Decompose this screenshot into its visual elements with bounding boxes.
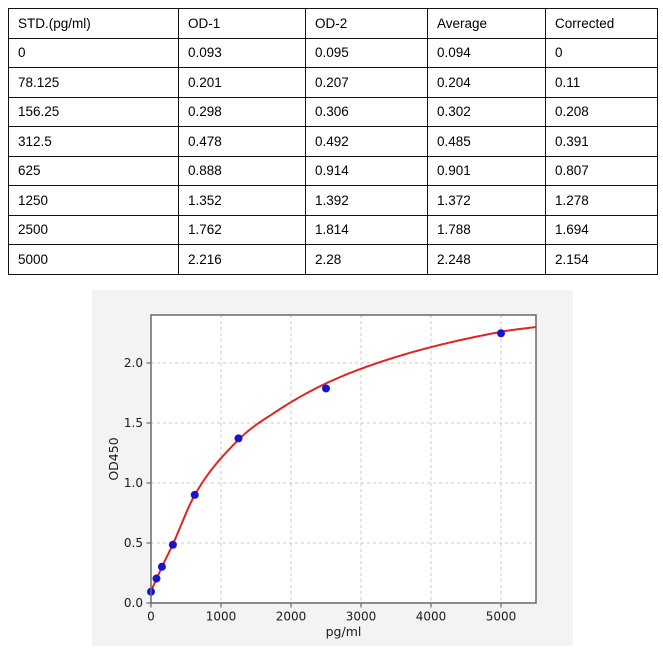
x-axis-tick-label: 0 xyxy=(147,609,155,624)
y-axis-tick-label: 2.0 xyxy=(123,356,143,370)
table-cell: 0.204 xyxy=(428,68,546,98)
standard-curve-chart xyxy=(92,290,573,646)
table-cell: 2.248 xyxy=(428,245,546,275)
standards-table xyxy=(8,8,658,275)
table-cell: 0.095 xyxy=(306,38,428,68)
table-cell: 0.306 xyxy=(306,97,428,127)
table-cell: 2.216 xyxy=(179,245,306,275)
table-cell: 1.392 xyxy=(306,186,428,216)
table-cell: 1.762 xyxy=(179,215,306,245)
table-cell: 1.352 xyxy=(179,186,306,216)
table-cell: 156.25 xyxy=(9,97,179,127)
table-row xyxy=(9,215,658,245)
y-axis-tick-label: 1.5 xyxy=(123,416,143,430)
table-row xyxy=(9,245,658,275)
data-point xyxy=(152,575,160,583)
table-header xyxy=(9,9,658,39)
data-point xyxy=(322,384,330,392)
table-row xyxy=(9,156,658,186)
table-cell: 78.125 xyxy=(9,68,179,98)
column-header: OD-2 xyxy=(306,9,428,39)
x-axis-label: pg/ml xyxy=(325,624,362,639)
table-cell: 0.914 xyxy=(306,156,428,186)
table-cell: 625 xyxy=(9,156,179,186)
table-cell: 0.888 xyxy=(179,156,306,186)
table-cell: 0.492 xyxy=(306,127,428,157)
table-cell: 0.485 xyxy=(428,127,546,157)
table-cell: 0 xyxy=(546,38,658,68)
table-cell: 0.201 xyxy=(179,68,306,98)
column-header: STD.(pg/ml) xyxy=(9,9,179,39)
table-cell: 1250 xyxy=(9,186,179,216)
table-body xyxy=(9,38,658,274)
standard-curve-figure xyxy=(92,290,573,646)
table-row xyxy=(9,186,658,216)
data-point xyxy=(235,434,243,442)
table-row xyxy=(9,97,658,127)
data-point xyxy=(169,541,177,549)
table-cell: 0.207 xyxy=(306,68,428,98)
table-row xyxy=(9,38,658,68)
table-cell: 2500 xyxy=(9,215,179,245)
table-cell: 0.391 xyxy=(546,127,658,157)
x-axis-tick-label: 2000 xyxy=(275,609,307,624)
column-header: Average xyxy=(428,9,546,39)
table-cell: 0.11 xyxy=(546,68,658,98)
table-cell: 0.208 xyxy=(546,97,658,127)
column-header: OD-1 xyxy=(179,9,306,39)
table-cell: 1.814 xyxy=(306,215,428,245)
table-cell: 0 xyxy=(9,38,179,68)
table-cell: 1.372 xyxy=(428,186,546,216)
x-axis-tick-label: 4000 xyxy=(415,609,447,624)
y-axis-tick-label: 1.0 xyxy=(123,476,143,490)
plot-area xyxy=(151,315,536,603)
table-cell: 2.28 xyxy=(306,245,428,275)
table-row xyxy=(9,68,658,98)
table-cell: 0.298 xyxy=(179,97,306,127)
table-cell: 1.278 xyxy=(546,186,658,216)
data-point xyxy=(497,329,505,337)
table-cell: 1.694 xyxy=(546,215,658,245)
table-cell: 5000 xyxy=(9,245,179,275)
y-axis-tick-label: 0.5 xyxy=(123,536,143,550)
table-cell: 0.302 xyxy=(428,97,546,127)
x-axis-tick-label: 3000 xyxy=(345,609,377,624)
table-header-row xyxy=(9,9,658,39)
table-cell: 2.154 xyxy=(546,245,658,275)
column-header: Corrected xyxy=(546,9,658,39)
x-axis-tick-label: 5000 xyxy=(485,609,517,624)
table-cell: 1.788 xyxy=(428,215,546,245)
y-axis-label: OD450 xyxy=(106,437,121,481)
table-cell: 0.901 xyxy=(428,156,546,186)
y-axis-tick-label: 0.0 xyxy=(123,596,143,610)
data-point xyxy=(158,563,166,571)
table-cell: 0.094 xyxy=(428,38,546,68)
table-cell: 312.5 xyxy=(9,127,179,157)
table-row xyxy=(9,127,658,157)
table-cell: 0.807 xyxy=(546,156,658,186)
data-point xyxy=(191,491,199,499)
table-cell: 0.093 xyxy=(179,38,306,68)
x-axis-tick-label: 1000 xyxy=(205,609,237,624)
table-cell: 0.478 xyxy=(179,127,306,157)
